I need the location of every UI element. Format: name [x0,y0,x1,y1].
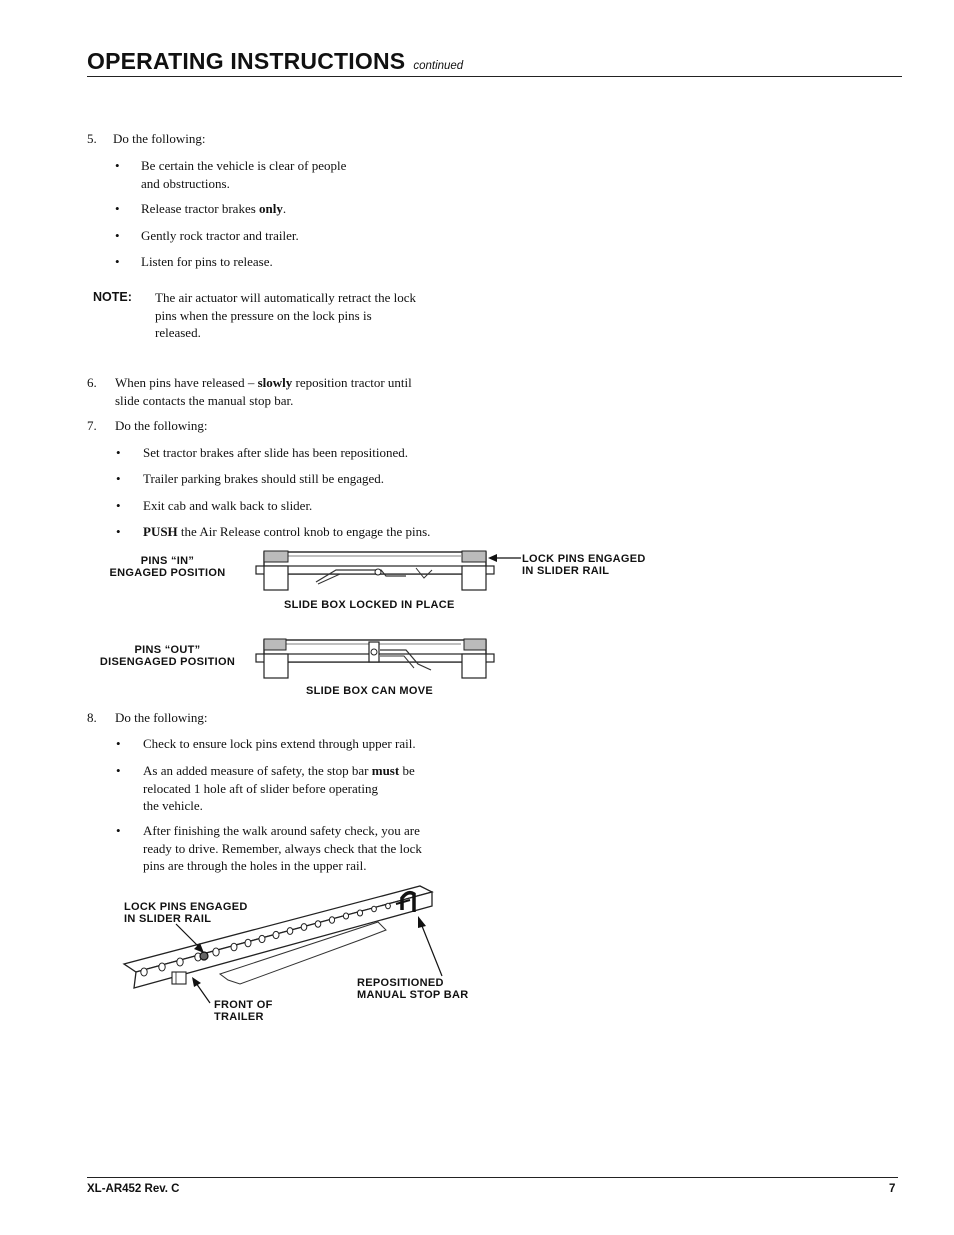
note-text [155,289,416,342]
arrow-left-icon [488,552,522,564]
title-text: OPERATING INSTRUCTIONS [87,48,406,74]
footer-rule [87,1177,898,1178]
step-8-intro: Do the following: [115,710,208,725]
step-5-bullet-1-line-2: and obstructions. [141,175,230,191]
figure-3-front-label-line-1: FRONT OF [214,999,273,1011]
figure-3-stop-label [357,977,468,1001]
slide-box-locked-diagram [256,548,496,594]
bullet-glyph: • [116,823,121,838]
bullet-glyph: • [116,763,121,778]
figure-2-left-label-line-2: DISENGAGED POSITION [99,656,236,668]
note-line-3: released. [155,325,201,340]
bullet-glyph: • [116,445,121,460]
figure-1-caption: SLIDE BOX LOCKED IN PLACE [284,599,455,611]
step-5-intro: Do the following: [113,131,206,146]
bullet-glyph: • [115,201,120,216]
bullet-glyph: • [116,736,121,751]
step-6-text [115,374,412,409]
step-8-bullet-2-post: be [399,763,415,778]
step-6-pre: When pins have released – [115,375,258,390]
step-8-bullet-3-line-1: After finishing the walk around safety check, you are [143,823,420,838]
step-8-number: 8. [87,710,97,725]
step-8-bullet-2-bold: must [371,763,400,778]
step-7-bullet-2: Trailer parking brakes should still be engaged. [143,471,385,486]
step-8-bullet-3-line-2: ready to drive. Remember, always check that the lock [143,840,422,856]
figure-1-right-label [522,553,646,577]
step-5-bullet-3: Gently rock tractor and trailer. [141,228,299,243]
step-5-bullet-4: Listen for pins to release. [141,254,273,269]
step-8-bullet-3 [143,822,422,875]
step-8-bullet-2-line-2: relocated 1 hole aft of slider before operating [143,780,378,796]
step-8-bullet-2-line-1 [143,762,415,780]
step-7-intro: Do the following: [115,418,208,433]
step-8-bullet-2-line-3: the vehicle. [143,798,203,813]
figure-3-lock-label [124,901,248,925]
step-6-number: 6. [87,375,97,390]
bullet-glyph: • [115,158,120,173]
title-continued: continued [413,60,464,72]
step-7-bullet-4-bold: PUSH [143,524,178,539]
note-label: NOTE: [93,290,132,304]
step-7-bullet-1: Set tractor brakes after slide has been repositioned. [143,445,408,460]
arrow-to-front-icon [190,975,216,1005]
footer-page-number: 7 [889,1183,896,1195]
page-title [87,48,463,75]
step-6-bold: slowly [257,375,293,390]
note-line-2: pins when the pressure on the lock pins is [155,307,372,323]
footer-doc-id: XL-AR452 Rev. C [87,1183,180,1195]
figure-3-stop-label-line-2: MANUAL STOP BAR [357,989,469,1001]
step-8-bullet-2 [143,762,415,815]
step-5-bullet-2 [141,200,286,218]
step-8-bullet-2-pre: As an added measure of safety, the stop bar [143,763,372,778]
header-rule [87,76,902,77]
figure-1-right-label-line-2: IN SLIDER RAIL [522,565,610,577]
arrow-to-stop-bar-icon [412,914,448,978]
step-8-bullet-3-line-3: pins are through the holes in the upper rail. [143,858,367,873]
figure-2-caption: SLIDE BOX CAN MOVE [306,685,434,697]
figure-2-left-label [94,644,241,668]
figure-1-right-label-line-1: LOCK PINS ENGAGED [522,553,646,565]
step-7-bullet-4-post: the Air Release control knob to engage the pins. [177,524,431,539]
bullet-glyph: • [115,228,120,243]
step-6-line-2: slide contacts the manual stop bar. [115,392,294,408]
bullet-glyph: • [116,498,121,513]
step-5-bullet-2-bold: only [259,201,283,216]
step-6-line-1 [115,374,412,392]
bullet-glyph: • [116,524,121,539]
figure-3-lock-label-line-2: IN SLIDER RAIL [124,913,212,925]
step-6-post: reposition tractor until [292,375,412,390]
bullet-glyph: • [115,254,120,269]
figure-3-front-label-line-2: TRAILER [214,1011,264,1023]
figure-3-stop-label-line-1: REPOSITIONED [357,977,444,989]
slide-box-unlocked-diagram [256,636,496,682]
figure-2-left-label-line-1: PINS “OUT” [134,644,201,656]
step-7-bullet-3: Exit cab and walk back to slider. [143,498,313,513]
bullet-glyph: • [116,471,121,486]
note-line-1: The air actuator will automatically retract the lock [155,290,416,305]
step-7-bullet-4 [143,523,430,541]
step-7-number: 7. [87,418,97,433]
figure-1-left-label [100,555,235,579]
step-5-number: 5. [87,131,97,146]
step-8-bullet-1: Check to ensure lock pins extend through upper rail. [143,736,416,751]
figure-3-front-label [214,999,273,1023]
figure-1-left-label-line-1: PINS “IN” [140,555,195,567]
step-5-bullet-1 [141,157,346,192]
figure-3-lock-label-line-1: LOCK PINS ENGAGED [124,901,248,913]
step-5-bullet-2-post: . [282,201,287,216]
step-5-bullet-2-pre: Release tractor brakes [141,201,260,216]
figure-1-left-label-line-2: ENGAGED POSITION [109,567,226,579]
step-5-bullet-1-line-1: Be certain the vehicle is clear of people [141,158,347,173]
arrow-to-lock-pin-icon [170,920,210,956]
